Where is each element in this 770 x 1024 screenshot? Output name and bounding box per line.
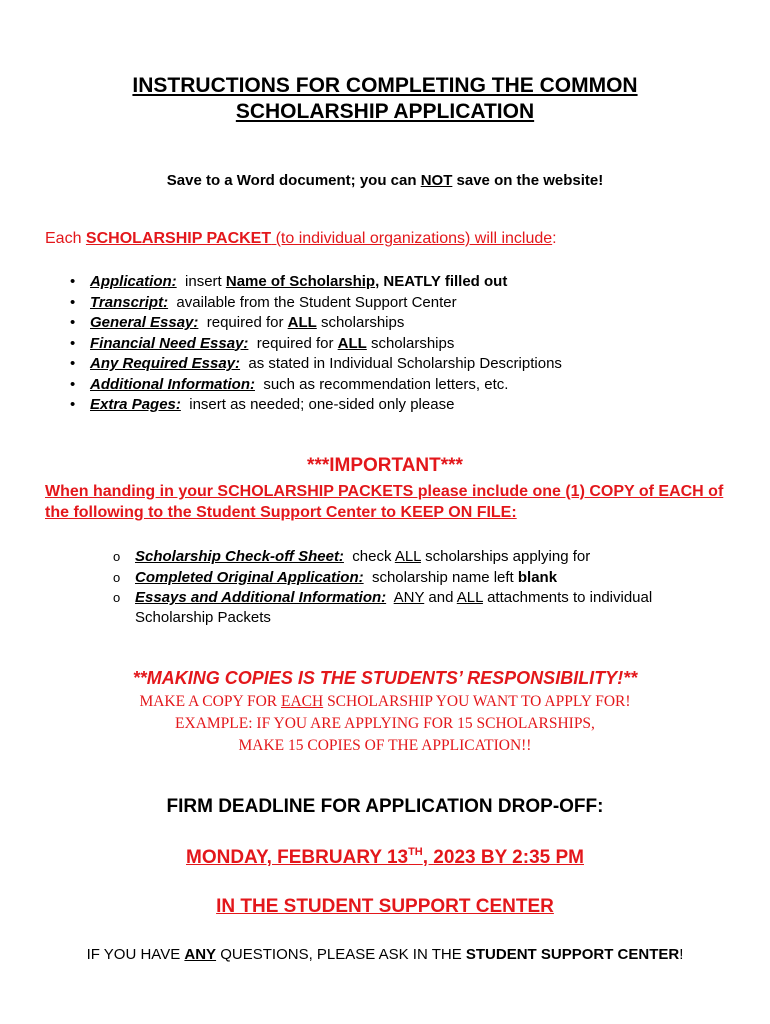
item-desc: insert as needed; one-sided only please: [189, 396, 455, 413]
list-item: [70, 293, 562, 314]
list-item: [70, 313, 562, 334]
item-label: Essays and Additional Information:: [135, 589, 387, 606]
item-desc-emph-2: ALL: [456, 589, 483, 606]
item-desc-emph: ALL: [394, 548, 421, 565]
item-desc: check: [352, 548, 395, 565]
important-heading: ***IMPORTANT***: [307, 455, 463, 476]
save-note-emphasis: NOT: [420, 172, 453, 189]
copies-line-3: MAKE 15 COPIES OF THE APPLICATION!!: [238, 737, 532, 754]
save-note-text-end: save on the website!: [452, 172, 604, 189]
circle-bullet-icon: o: [113, 549, 121, 564]
deadline-date: [0, 846, 770, 869]
bullet-icon: •: [70, 334, 76, 352]
item-label: Transcript:: [90, 293, 169, 311]
item-desc: required for: [206, 314, 288, 331]
item-desc-emph: ANY: [393, 589, 425, 606]
deadline-location: IN THE STUDENT SUPPORT CENTER: [216, 896, 554, 917]
item-label: Completed Original Application:: [135, 568, 364, 586]
questions-end: !: [679, 946, 684, 963]
item-desc: as stated in Individual Scholarship Descriptions: [248, 355, 562, 372]
bullet-icon: •: [70, 396, 76, 413]
item-desc-end: scholarships: [316, 314, 405, 331]
item-desc-emph: ALL: [287, 314, 317, 331]
title-line-1: INSTRUCTIONS FOR COMPLETING THE COMMON: [132, 74, 638, 97]
questions-text: IF YOU HAVE: [86, 946, 185, 963]
questions-note: [0, 946, 770, 963]
item-desc-bold: , NEATLY filled out: [375, 273, 508, 290]
item-desc-bold: blank: [517, 568, 558, 586]
item-desc: scholarship name left: [371, 568, 518, 586]
packet-intro-bold: SCHOLARSHIP PACKET: [85, 230, 272, 247]
item-desc: such as recommendation letters, etc.: [263, 375, 509, 393]
item-desc: insert: [185, 273, 226, 290]
list-item: [70, 395, 562, 416]
bullet-icon: •: [70, 355, 76, 372]
deadline-date-text: MONDAY, FEBRUARY 13: [186, 847, 409, 868]
packet-intro-colon: :: [552, 230, 557, 247]
questions-middle: QUESTIONS, PLEASE ASK IN THE: [216, 946, 466, 963]
list-item: [70, 375, 562, 396]
item-desc-continuation: Scholarship Packets: [135, 609, 271, 626]
copies-line-1: [0, 691, 770, 713]
list-item: [70, 272, 562, 293]
item-label: Extra Pages:: [90, 396, 181, 413]
bullet-icon: •: [70, 314, 76, 331]
packet-intro: [45, 230, 557, 248]
item-label: Application:: [90, 273, 177, 290]
important-text: When handing in your SCHOLARSHIP PACKETS please include one (1) COPY of EACH of the following to the Student Support Center to KEEP ON FILE:: [45, 483, 724, 521]
item-desc-end: attachments to individual: [482, 589, 653, 606]
list-item: [113, 568, 652, 589]
item-desc-end: scholarships: [366, 334, 455, 352]
item-label: Scholarship Check-off Sheet:: [135, 548, 344, 565]
bullet-icon: •: [70, 273, 76, 290]
item-desc: and: [424, 589, 457, 606]
copies-line-1-text: MAKE A COPY FOR: [139, 693, 281, 710]
item-desc-emph: Name of Scholarship: [225, 273, 376, 290]
copies-line-2: EXAMPLE: IF YOU ARE APPLYING FOR 15 SCHOLARSHIPS,: [175, 715, 595, 732]
list-item: [113, 588, 652, 609]
item-desc: available from the Student Support Center: [176, 293, 457, 311]
file-items-list: [113, 547, 652, 609]
questions-bold: STUDENT SUPPORT CENTER: [465, 946, 680, 963]
deadline-date-end: , 2023 BY 2:35 PM: [422, 847, 584, 868]
circle-bullet-icon: o: [113, 569, 121, 585]
list-item: [70, 354, 562, 375]
item-label: General Essay:: [90, 314, 199, 331]
list-item: [113, 547, 652, 568]
page-title: [0, 73, 770, 125]
circle-bullet-icon: o: [113, 590, 121, 605]
item-label: Additional Information:: [90, 375, 255, 393]
item-desc-end: scholarships applying for: [420, 548, 591, 565]
bullet-icon: •: [70, 375, 76, 393]
deadline-date-sup: TH: [408, 846, 423, 858]
copies-line-1-end: SCHOLARSHIP YOU WANT TO APPLY FOR!: [323, 693, 631, 710]
item-desc-emph: ALL: [337, 334, 367, 352]
save-note: [0, 172, 770, 189]
item-label: Financial Need Essay:: [90, 334, 249, 352]
copies-line-1-emph: EACH: [280, 693, 324, 710]
title-line-2: SCHOLARSHIP APPLICATION: [235, 100, 535, 123]
item-label: Any Required Essay:: [90, 355, 241, 372]
save-note-text: Save to a Word document; you can: [166, 172, 421, 189]
deadline-label: FIRM DEADLINE FOR APPLICATION DROP-OFF:: [166, 796, 604, 817]
bullet-icon: •: [70, 293, 76, 311]
packet-intro-prefix: Each: [45, 230, 86, 247]
copies-heading: **MAKING COPIES IS THE STUDENTS’ RESPONSIBILITY!**: [132, 668, 638, 688]
list-item: [70, 334, 562, 355]
packet-items-list: [70, 272, 562, 416]
questions-emph: ANY: [184, 946, 217, 963]
item-desc: required for: [256, 334, 338, 352]
packet-intro-middle: (to individual organizations) will include: [271, 230, 553, 247]
